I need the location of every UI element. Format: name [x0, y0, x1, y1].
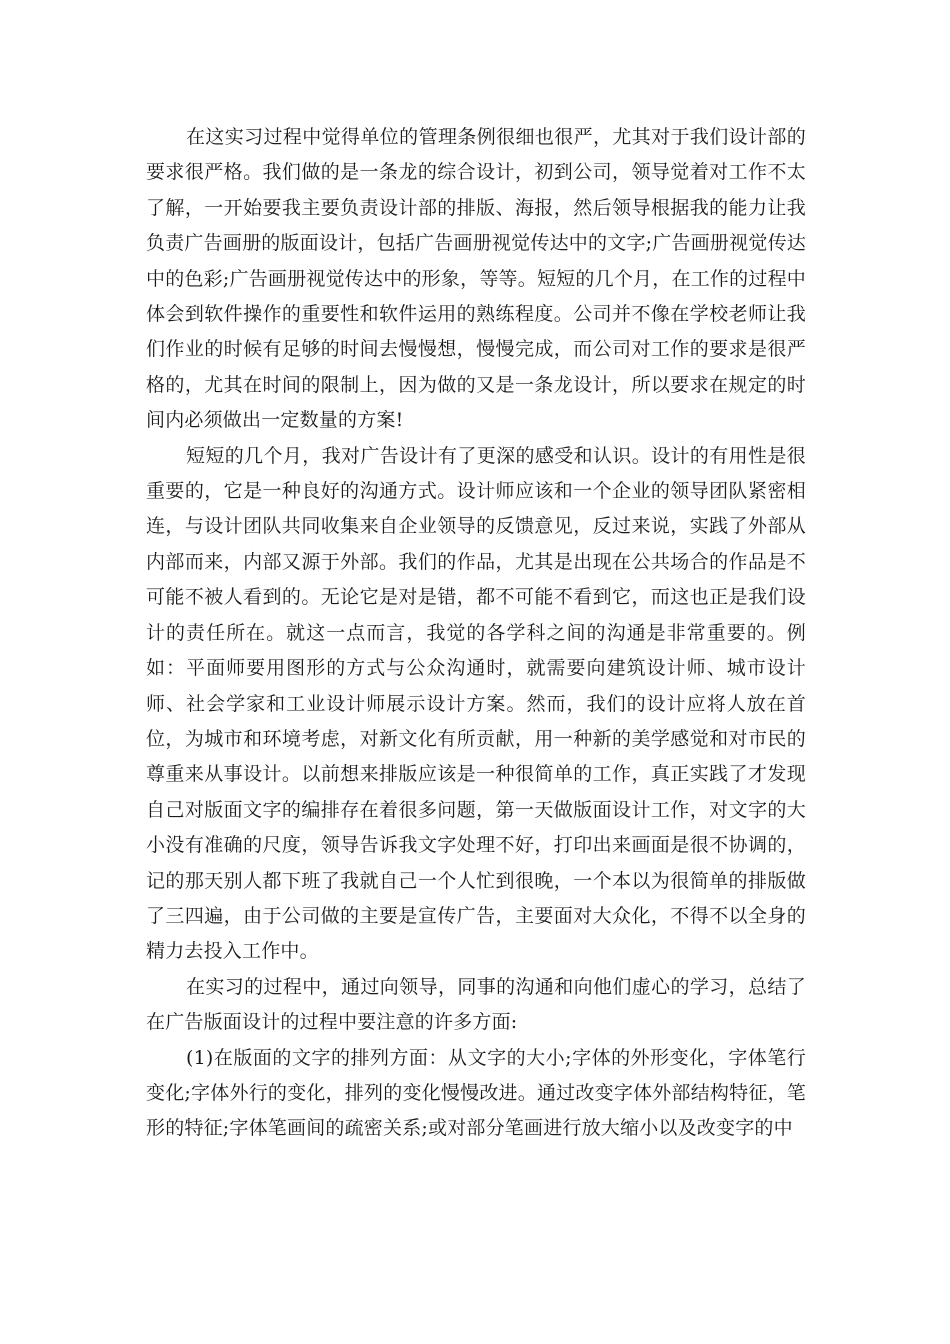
paragraph-internship-management: 在这实习过程中觉得单位的管理条例很细也很严，尤其对于我们设计部的要求很严格。我们做的是一条龙的综合设计，初到公司，领导觉着对工作不太了解，一开始要我主要负责设计部的排版、海报，然后领导根据我的能力让我负责广告画册的版面设计，包括广告画册视觉传达中的文字;广告画册视觉传达中的色彩;广告画册视觉传达中的形象，等等。短短的几个月，在工作的过程中体会到软件操作的重要性和软件运用的熟练程度。公司并不像在学校老师让我们作业的时候有足够的时间去慢慢想，慢慢完成，而公司对工作的要求是很严格的，尤其在时间的限制上，因为做的又是一条龙设计，所以要求在规定的时间内必须做出一定数量的方案! — [146, 126, 806, 432]
document-body — [146, 120, 806, 1147]
paragraph-summary-intro: 在实习的过程中，通过向领导，同事的沟通和向他们虚心的学习，总结了在广告版面设计的过程中要注意的许多方面: — [146, 975, 806, 1034]
paragraph-text-arrangement: (1)在版面的文字的排列方面：从文字的大小;字体的外形变化，字体笔行变化;字体外行的变化，排列的变化慢慢改进。通过改变字体外部结构特征，笔形的特征;字体笔画间的疏密关系;或对部分笔画进行放大缩小以及改变字的中 — [146, 1046, 806, 1140]
paragraph-advertising-design-insight: 短短的几个月，我对广告设计有了更深的感受和认识。设计的有用性是很重要的，它是一种良好的沟通方式。设计师应该和一个企业的领导团队紧密相连，与设计团队共同收集来自企业领导的反馈意见，反过来说，实践了外部从内部而来，内部又源于外部。我们的作品，尤其是出现在公共场合的作品是不可能不被人看到的。无论它是对是错，都不可能不看到它，而这也正是我们设计的责任所在。就这一点而言，我觉的各学科之间的沟通是非常重要的。例如：平面师要用图形的方式与公众沟通时，就需要向建筑设计师、城市设计师、社会学家和工业设计师展示设计方案。然而，我们的设计应将人放在首位，为城市和环境考虑，对新文化有所贡献，用一种新的美学感觉和对市民的尊重来从事设计。以前想来排版应该是一种很简单的工作，真正实践了才发现自己对版面文字的编排存在着很多问题，第一天做版面设计工作，对文字的大小没有准确的尺度，领导告诉我文字处理不好，打印出来画面是很不协调的，记的那天别人都下班了我就自己一个人忙到很晚，一个本以为很简单的排版做了三四遍，由于公司做的主要是宣传广告，主要面对大众化，不得不以全身的精力去投入工作中。 — [146, 444, 806, 963]
